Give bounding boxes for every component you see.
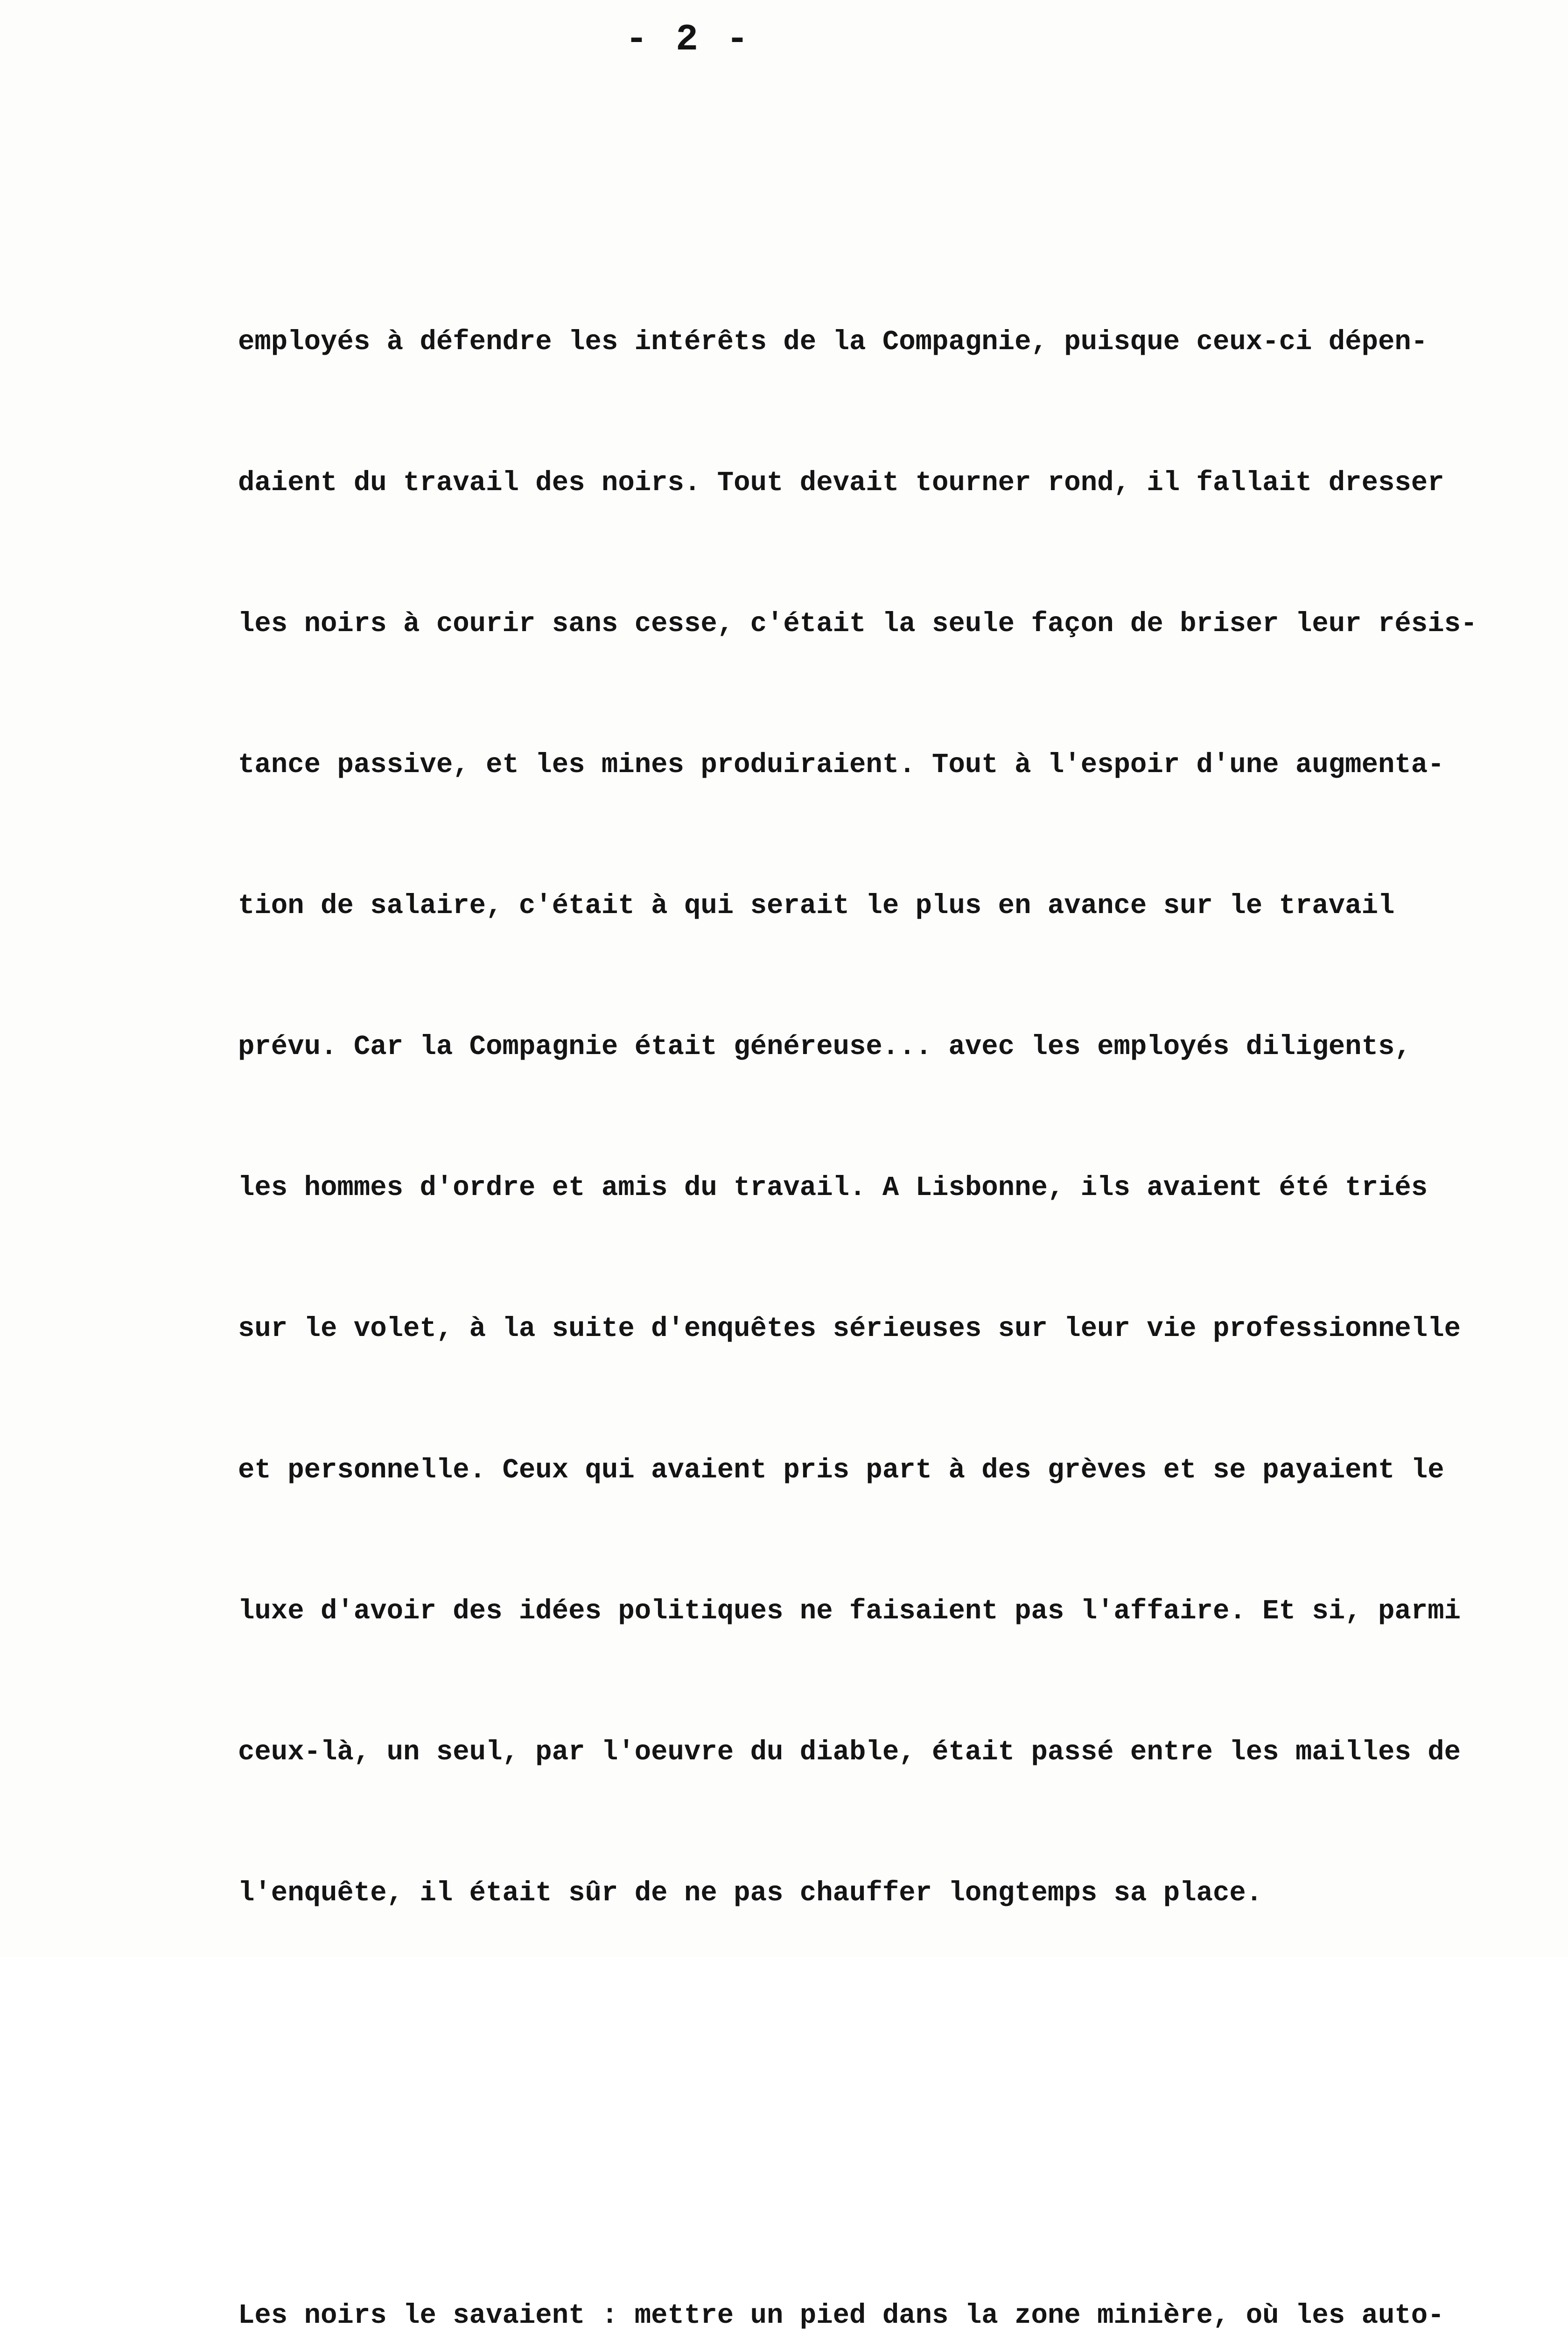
text-line: employés à défendre les intérêts de la Compagnie, puisque ceux-ci dépen- [238,326,1428,358]
text-line: les hommes d'ordre et amis du travail. A Lisbonne, ils avaient été triés [238,1172,1428,1204]
text-line: et personnelle. Ceux qui avaient pris part à des grèves et se payaient le [238,1454,1444,1486]
paragraph-1 [238,225,1568,2011]
text-line: l'enquête, il était sûr de ne pas chauffer longtemps sa place. [238,1877,1263,1909]
text-line: tion de salaire, c'était à qui serait le plus en avance sur le travail [238,890,1395,922]
body-text [238,131,1568,2334]
text-line: les noirs à courir sans cesse, c'était la seule façon de briser leur résis- [238,608,1477,640]
text-line: ceux-là, un seul, par l'oeuvre du diable, était passé entre les mailles de [238,1736,1461,1768]
text-line: luxe d'avoir des idées politiques ne faisaient pas l'affaire. Et si, parmi [238,1595,1461,1627]
text-line: prévu. Car la Compagnie était généreuse... avec les employés diligents, [238,1031,1411,1063]
text-line: daient du travail des noirs. Tout devait tourner rond, il fallait dresser [238,467,1444,499]
text-line: sur le volet, à la suite d'enquêtes sérieuses sur leur vie professionnelle [238,1313,1461,1345]
text-line: tance passive, et les mines produiraient. Tout à l'espoir d'une augmenta- [238,749,1444,781]
paragraph-2 [238,2199,1568,2334]
text-line: Les noirs le savaient : mettre un pied dans la zone minière, où les auto- [238,2300,1444,2332]
page-number: - 2 - [625,19,752,61]
